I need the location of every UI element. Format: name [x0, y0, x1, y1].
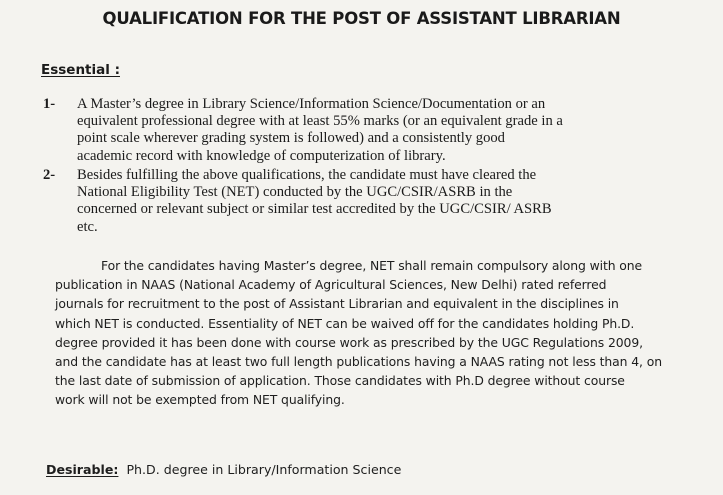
paragraph-line: the last date of submission of application. Those candidates with Ph.D degree without course	[55, 373, 625, 389]
item-line: equivalent professional degree with at least 55% marks (or an equivalent grade in a	[77, 113, 563, 130]
item-number: 2-	[43, 167, 56, 183]
desirable-value: Ph.D. degree in Library/Information Science	[126, 462, 402, 477]
item-text	[77, 167, 677, 236]
item-line: National Eligibility Test (NET) conducted by the UGC/CSIR/ASRB in the	[77, 184, 513, 201]
item-line: academic record with knowledge of computerization of library.	[77, 147, 446, 164]
paragraph-line: journals for recruitment to the post of Assistant Librarian and equivalent in the disciplines in	[55, 296, 619, 312]
item-number: 1-	[43, 96, 56, 112]
essential-heading: Essential :	[41, 62, 120, 78]
desirable-label: Desirable:	[46, 462, 119, 477]
item-text	[77, 96, 677, 165]
paragraph-line: publication in NAAS (National Academy of Agricultural Sciences, New Delhi) rated referred	[55, 277, 607, 293]
item-line: A Master’s degree in Library Science/Information Science/Documentation or an	[77, 96, 546, 112]
paragraph-line: which NET is conducted. Essentiality of NET can be waived off for the candidates holding Ph.D.	[55, 315, 635, 331]
item-line: Besides fulfilling the above qualifications, the candidate must have cleared the	[77, 167, 537, 183]
item-line: etc.	[77, 218, 98, 235]
item-line: point scale wherever grading system is followed) and a consistently good	[77, 130, 505, 147]
paragraph-line: For the candidates having Master’s degree, NET shall remain compulsory along with one	[101, 258, 643, 273]
page-title: QUALIFICATION FOR THE POST OF ASSISTANT LIBRARIAN	[102, 9, 621, 28]
paragraph-line: and the candidate has at least two full length publications having a NAAS rating not less than 4, on	[55, 354, 662, 370]
desirable-section	[46, 462, 401, 477]
item-line: concerned or relevant subject or similar test accredited by the UGC/CSIR/ ASRB	[77, 201, 552, 218]
net-requirement-paragraph	[55, 256, 719, 410]
paragraph-line: work will not be exempted from NET qualifying.	[55, 392, 345, 408]
paragraph-line: degree provided it has been done with course work as prescribed by the UGC Regulations 2009,	[55, 334, 643, 350]
